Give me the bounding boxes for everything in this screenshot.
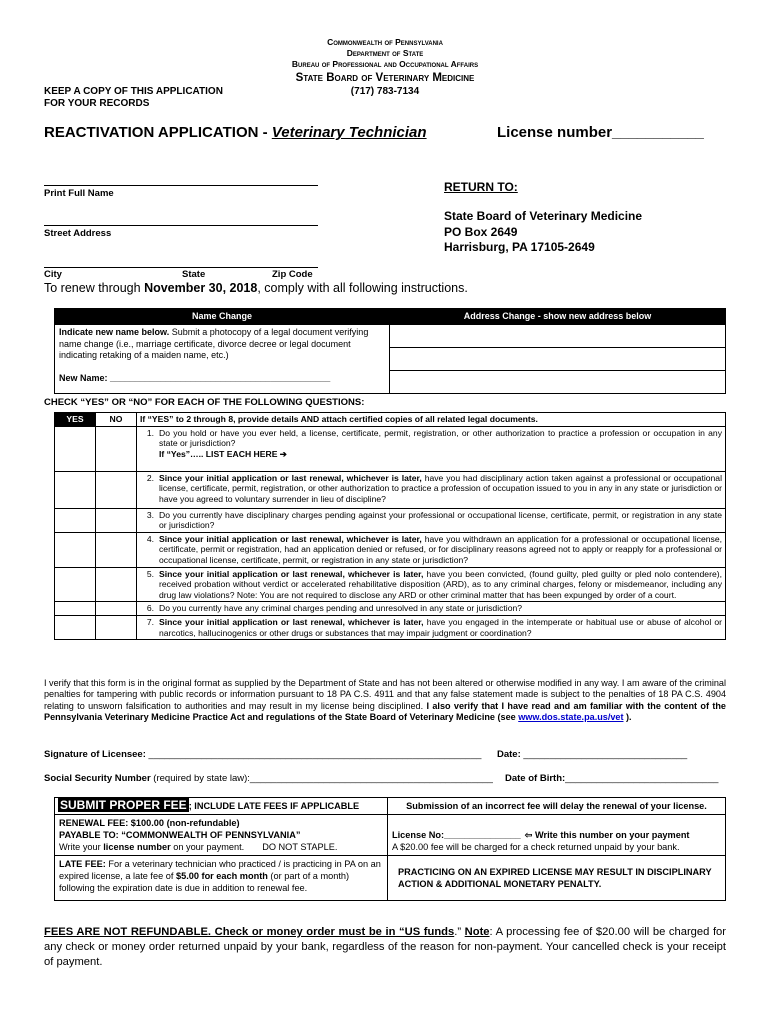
return-to-text: RETURN TO: xyxy=(444,180,518,194)
no-column-header: NO xyxy=(96,413,137,427)
verify-bold: I also verify that I have read and am familiar with the content of the Pennsylvania Veterinary Medicine Practice Act and regulations of the State Board of Veterinary Medicine (see xyxy=(44,700,726,723)
submit-fee-label: SUBMIT PROPER FEE xyxy=(60,798,187,812)
city-state-zip-line[interactable] xyxy=(44,266,318,268)
name-change-instr-bold: Indicate new name below. xyxy=(59,327,170,337)
verify-end: ). xyxy=(623,712,632,723)
payable-to: PAYABLE TO: “COMMONWEALTH OF PENNSYLVANIA” xyxy=(59,830,301,840)
q6-no-checkbox[interactable] xyxy=(96,602,137,616)
renew-prefix: To renew through xyxy=(44,281,145,295)
q5-no-checkbox[interactable] xyxy=(96,567,137,602)
page-title xyxy=(44,124,427,141)
q1-body: Do you hold or have you ever held, a license, certificate, permit, registration, or other authorization to practice a profession or occupation in any state or jurisdiction? xyxy=(159,427,722,449)
keep-copy-line1: KEEP A COPY OF THIS APPLICATION xyxy=(44,86,223,97)
do-not-staple: DO NOT STAPLE. xyxy=(262,842,338,852)
dob-label: Date of Birth: xyxy=(505,773,566,784)
q3-no-checkbox[interactable] xyxy=(96,508,137,532)
signature-field[interactable] xyxy=(44,749,481,760)
city-label: City xyxy=(44,269,62,280)
return-address-line2: PO Box 2649 xyxy=(444,224,518,239)
include-late-fees: ; INCLUDE LATE FEES IF APPLICABLE xyxy=(188,801,360,811)
questions-heading: CHECK “YES” OR “NO” FOR EACH OF THE FOLLOWING QUESTIONS: xyxy=(44,397,365,408)
return-to-label xyxy=(444,180,518,194)
return-address-line3: Harrisburg, PA 17105-2649 xyxy=(444,240,595,254)
signature-line: _______________________________________________________________ xyxy=(145,749,482,760)
q1-no-checkbox[interactable] xyxy=(96,426,137,471)
new-name-field[interactable]: New Name: ____________________________________________ xyxy=(59,372,331,383)
header-department: Department of State xyxy=(346,48,424,58)
vet-website-link[interactable]: www.dos.state.pa.us/vet xyxy=(518,712,624,723)
write-pre: Write your xyxy=(59,842,104,852)
header-board: State Board of Veterinary Medicine xyxy=(295,72,475,84)
name-address-change-table xyxy=(54,308,726,394)
note-label: Note xyxy=(464,926,490,938)
license-number-field[interactable]: License number___________ xyxy=(497,124,704,141)
q7-text xyxy=(156,615,726,639)
q2-text xyxy=(156,471,726,508)
return-address xyxy=(444,209,642,256)
fees-footer xyxy=(44,925,726,970)
ssn-line: (required by state law):______________________________________________ xyxy=(150,773,493,784)
state-label: State xyxy=(182,269,206,280)
q4-no-checkbox[interactable] xyxy=(96,532,137,567)
keep-copy-line2: FOR YOUR RECORDS xyxy=(44,98,150,109)
address-change-header: Address Change - show new address below xyxy=(390,309,726,325)
q5-text xyxy=(156,567,726,602)
name-change-instructions xyxy=(55,325,390,394)
ssn-label: Social Security Number xyxy=(44,773,151,784)
q1-yes-checkbox[interactable] xyxy=(55,426,96,471)
q5-number: 5. xyxy=(137,567,157,602)
print-name-line[interactable] xyxy=(44,184,318,186)
street-address-label: Street Address xyxy=(44,228,112,239)
name-change-header: Name Change xyxy=(55,309,390,325)
signature-label: Signature of Licensee: xyxy=(44,749,146,760)
title-main: REACTIVATION APPLICATION - xyxy=(44,124,272,141)
license-no-line[interactable] xyxy=(392,829,721,841)
submit-fee-cell xyxy=(55,798,388,815)
address-line-2[interactable] xyxy=(390,348,726,371)
q7-yes-checkbox[interactable] xyxy=(55,615,96,639)
non-refundable-text: FEES ARE NOT REFUNDABLE. Check or money order must be in “US funds xyxy=(44,926,455,938)
header-phone: (717) 783-7134 xyxy=(350,86,420,97)
late-fee-cell xyxy=(55,856,388,901)
practicing-warning: PRACTICING ON AN EXPIRED LICENSE MAY RESULT IN DISCIPLINARY ACTION & ADDITIONAL MONETARY PENALTY. xyxy=(388,856,726,901)
q4-number: 4. xyxy=(137,532,157,567)
verify-text: I verify that this form is in the original format as supplied by the Department of State and has not been altered or otherwise modified in any way. I am aware of the criminal penalties for tampering with public records or information pursuant to 18 PA C.S. 4911 and that any false statement made is subject to the penalties of 18 PA C.S. 4904 relating to unsworn falsification to authorities and may result in my license being disciplined. xyxy=(44,678,726,711)
q4-body: have you withdrawn an application for a professional or occupational license, certificate, permit or registration, had an application denied or refused, or for disciplinary reasons agreed not to apply or reapply for a professional or occupational license, certificate, permit, or registration in any state or jurisdiction? xyxy=(159,533,723,565)
print-name-label: Print Full Name xyxy=(44,188,114,199)
q6-number: 6. xyxy=(137,602,157,616)
q3-text: Do you currently have disciplinary charges pending against your professional or occupational license, certificate, permit, or registration in any state or jurisdiction? xyxy=(156,508,726,532)
date-line: _______________________________ xyxy=(520,749,688,760)
q4-bold: Since your initial application or last renewal, whichever is later, xyxy=(159,533,422,544)
ssn-field[interactable] xyxy=(44,773,493,784)
questions-table xyxy=(54,412,726,640)
q2-yes-checkbox[interactable] xyxy=(55,471,96,508)
return-address-line1: State Board of Veterinary Medicine xyxy=(444,209,643,223)
address-line-1[interactable] xyxy=(390,325,726,348)
incorrect-fee-warning: Submission of an incorrect fee will delay the renewal of your license. xyxy=(388,798,726,815)
footer-rest: : A processing fee of $20.00 will be charged for any check or money order returned unpaid by your bank, regardless of the reason for non-payment. Your cancelled check is your receipt of payment. xyxy=(44,926,726,968)
q7-body: have you engaged in the intemperate or habitual use or abuse of alcohol or narcotics, hallucinogenics or other drugs or substances that may impair judgment or coordination? xyxy=(159,616,722,638)
header-bureau: Bureau of Professional and Occupational Affairs xyxy=(291,59,479,69)
renewal-fee-cell xyxy=(55,815,388,856)
questions-instruction: If “YES” to 2 through 8, provide details AND attach certified copies of all related legal documents. xyxy=(137,413,726,427)
after-funds: .” xyxy=(454,926,465,938)
renew-suffix: , comply with all following instructions. xyxy=(257,281,468,295)
q4-yes-checkbox[interactable] xyxy=(55,532,96,567)
q5-bold: Since your initial application or last renewal, whichever is later, xyxy=(159,568,424,579)
title-sub: Veterinary Technician xyxy=(271,124,427,141)
write-license-line xyxy=(59,841,383,853)
header-commonwealth: Commonwealth of Pennsylvania xyxy=(327,37,443,47)
address-line-3[interactable] xyxy=(390,371,726,394)
fee-table xyxy=(54,797,726,901)
q1-number: 1. xyxy=(137,426,157,471)
q7-number: 7. xyxy=(137,615,157,639)
dob-line: _____________________________ xyxy=(565,773,719,784)
name-change-instr-text: Submit a photocopy of a legal document verifying name change (i.e., marriage certificate, divorce decree or legal document indicating retaking of a maiden name, etc.) xyxy=(59,327,369,360)
returned-check-fee: A $20.00 fee will be charged for a check returned unpaid by your bank. xyxy=(392,842,680,852)
q2-bold: Since your initial application or last renewal, whichever is later, xyxy=(159,472,422,483)
q7-no-checkbox[interactable] xyxy=(96,615,137,639)
q6-text: Do you currently have any criminal charges pending and unresolved in any state or jurisdiction? xyxy=(156,602,726,616)
street-address-line[interactable] xyxy=(44,224,318,226)
write-bold: license number xyxy=(103,842,171,852)
late-fee-label: LATE FEE: xyxy=(59,859,106,869)
write-this-number: ⇦ Write this number on your payment xyxy=(524,830,690,840)
renew-date: November 30, 2018 xyxy=(144,281,258,295)
zip-label: Zip Code xyxy=(272,269,313,280)
renewal-fee: RENEWAL FEE: $100.00 (non-refundable) xyxy=(59,818,240,828)
license-no-cell xyxy=(388,815,726,856)
verification-statement xyxy=(44,678,726,724)
q5-yes-checkbox[interactable] xyxy=(55,567,96,602)
late-fee-text1: For a veterinary technician who practiced / is practicing in PA on an expired license, a late fee of xyxy=(59,859,381,881)
q3-yes-checkbox[interactable] xyxy=(55,508,96,532)
q5-body: have you been convicted, (found guilty, pled guilty or pled nolo contendere), received probation without verdict or accelerated rehabilitative disposition (ARD), as to any criminal charges, felony or misdemeanor, including any drug law violations? Note: You are not required to disclose any ARD or other criminal matter that has been expunged by order of a court. xyxy=(159,568,722,600)
date-field[interactable] xyxy=(497,749,687,760)
date-label: Date: xyxy=(497,749,521,760)
late-fee-text2: (or part of a month) following the expiration date is due in addition to renewal fee. xyxy=(59,871,350,893)
write-post: on your payment. xyxy=(170,842,245,852)
q3-number: 3. xyxy=(137,508,157,532)
renew-instruction xyxy=(44,281,468,295)
q1-text xyxy=(156,426,726,471)
late-fee-bold: $5.00 for each month xyxy=(175,871,268,881)
yes-column-header: YES xyxy=(55,413,96,427)
dob-field[interactable] xyxy=(505,773,718,784)
q4-text xyxy=(156,532,726,567)
q7-bold: Since your initial application or last renewal, whichever is later, xyxy=(159,616,424,627)
q2-body: have you had disciplinary action taken against a professional or occupational license, certificate, permit, registration, or other authorization to practice a profession of occupation issued to you in any in any state or jurisdiction or have you agreed to voluntary surrender in lieu of discipline? xyxy=(159,472,722,504)
q2-no-checkbox[interactable] xyxy=(96,471,137,508)
license-no-field: License No:_______________ xyxy=(392,830,521,840)
q6-yes-checkbox[interactable] xyxy=(55,602,96,616)
q1-list-each: If “Yes”….. LIST EACH HERE ➔ xyxy=(159,448,288,459)
q2-number: 2. xyxy=(137,471,157,508)
